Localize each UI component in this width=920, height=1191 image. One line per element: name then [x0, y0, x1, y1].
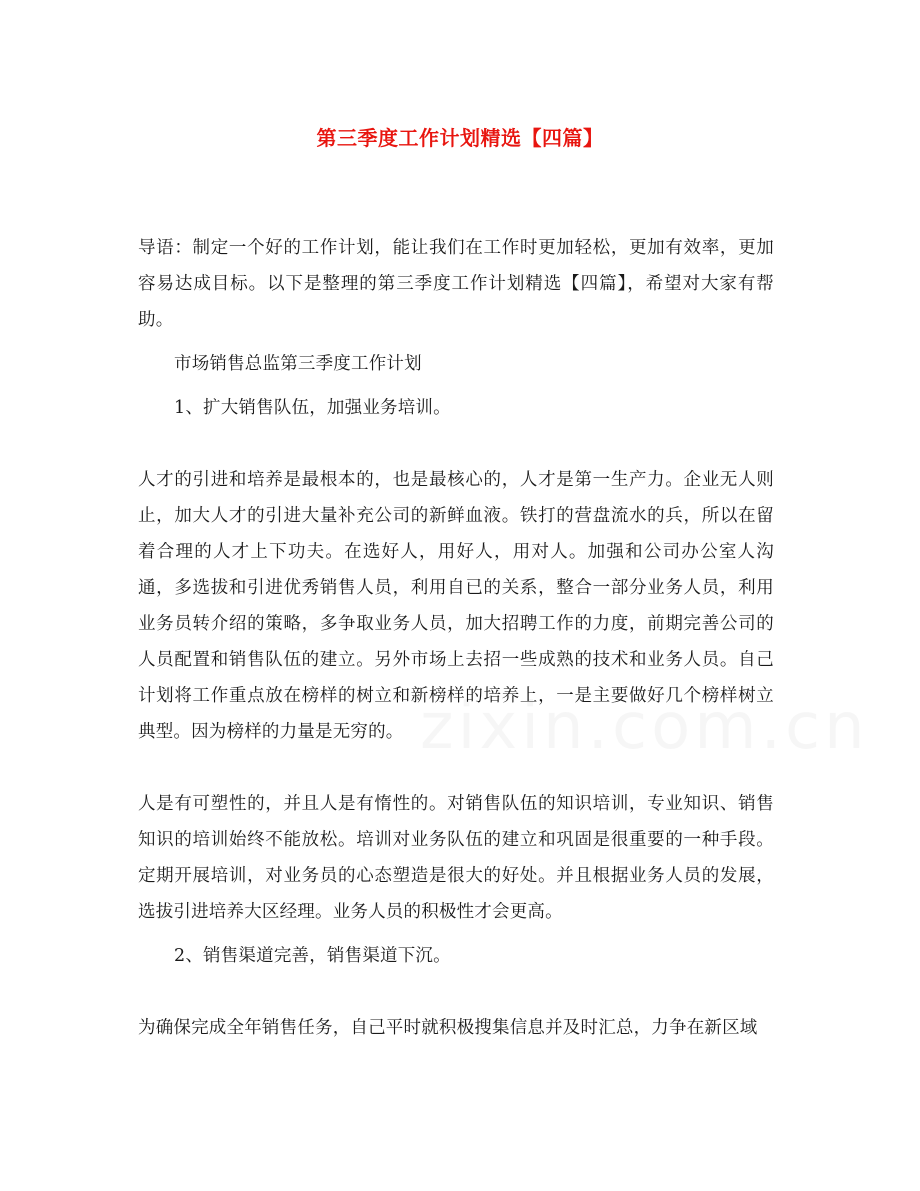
body-paragraph-3: 为确保完成全年销售任务，自己平时就积极搜集信息并及时汇总，力争在新区域	[138, 1018, 758, 1038]
list-item-2: 2、销售渠道完善，销售渠道下沉。	[174, 946, 451, 966]
body-paragraph-2: 人是有可塑性的，并且人是有惰性的。对销售队伍的知识培训，专业知识、销售知识的培训始终不能放松。培训对业务队伍的建立和巩固是很重要的一种手段。定期开展培训，对业务员的心态塑造是很大的好处。并且根据业务人员的发展，选拔引进培养大区经理。业务人员的积极性才会更高。	[138, 794, 774, 922]
document-title: 第三季度工作计划精选【四篇】	[316, 126, 604, 150]
body-paragraph-1: 人才的引进和培养是最根本的，也是最核心的，人才是第一生产力。企业无人则止，加大人才的引进大量补充公司的新鲜血液。铁打的营盘流水的兵，所以在留着合理的人才上下功夫。在选好人，用好人，用对人。加强和公司办公室人沟通，多选拔和引进优秀销售人员，利用自已的关系，整合一部分业务人员，利用业务员转介绍的策略，多争取业务人员，加大招聘工作的力度，前期完善公司的人员配置和销售队伍的建立。另外市场上去招一些成熟的技术和业务人员。自己计划将工作重点放在榜样的树立和新榜样的培养上，一是主要做好几个榜样树立典型。因为榜样的力量是无穷的。	[138, 470, 774, 742]
section-heading: 市场销售总监第三季度工作计划	[174, 354, 422, 374]
list-item-1: 1、扩大销售队伍，加强业务培训。	[174, 398, 451, 418]
intro-paragraph: 导语：制定一个好的工作计划，能让我们在工作时更加轻松，更加有效率，更加容易达成目标。以下是整理的第三季度工作计划精选【四篇】，希望对大家有帮助。	[138, 238, 774, 330]
document-body	[138, 230, 774, 1046]
